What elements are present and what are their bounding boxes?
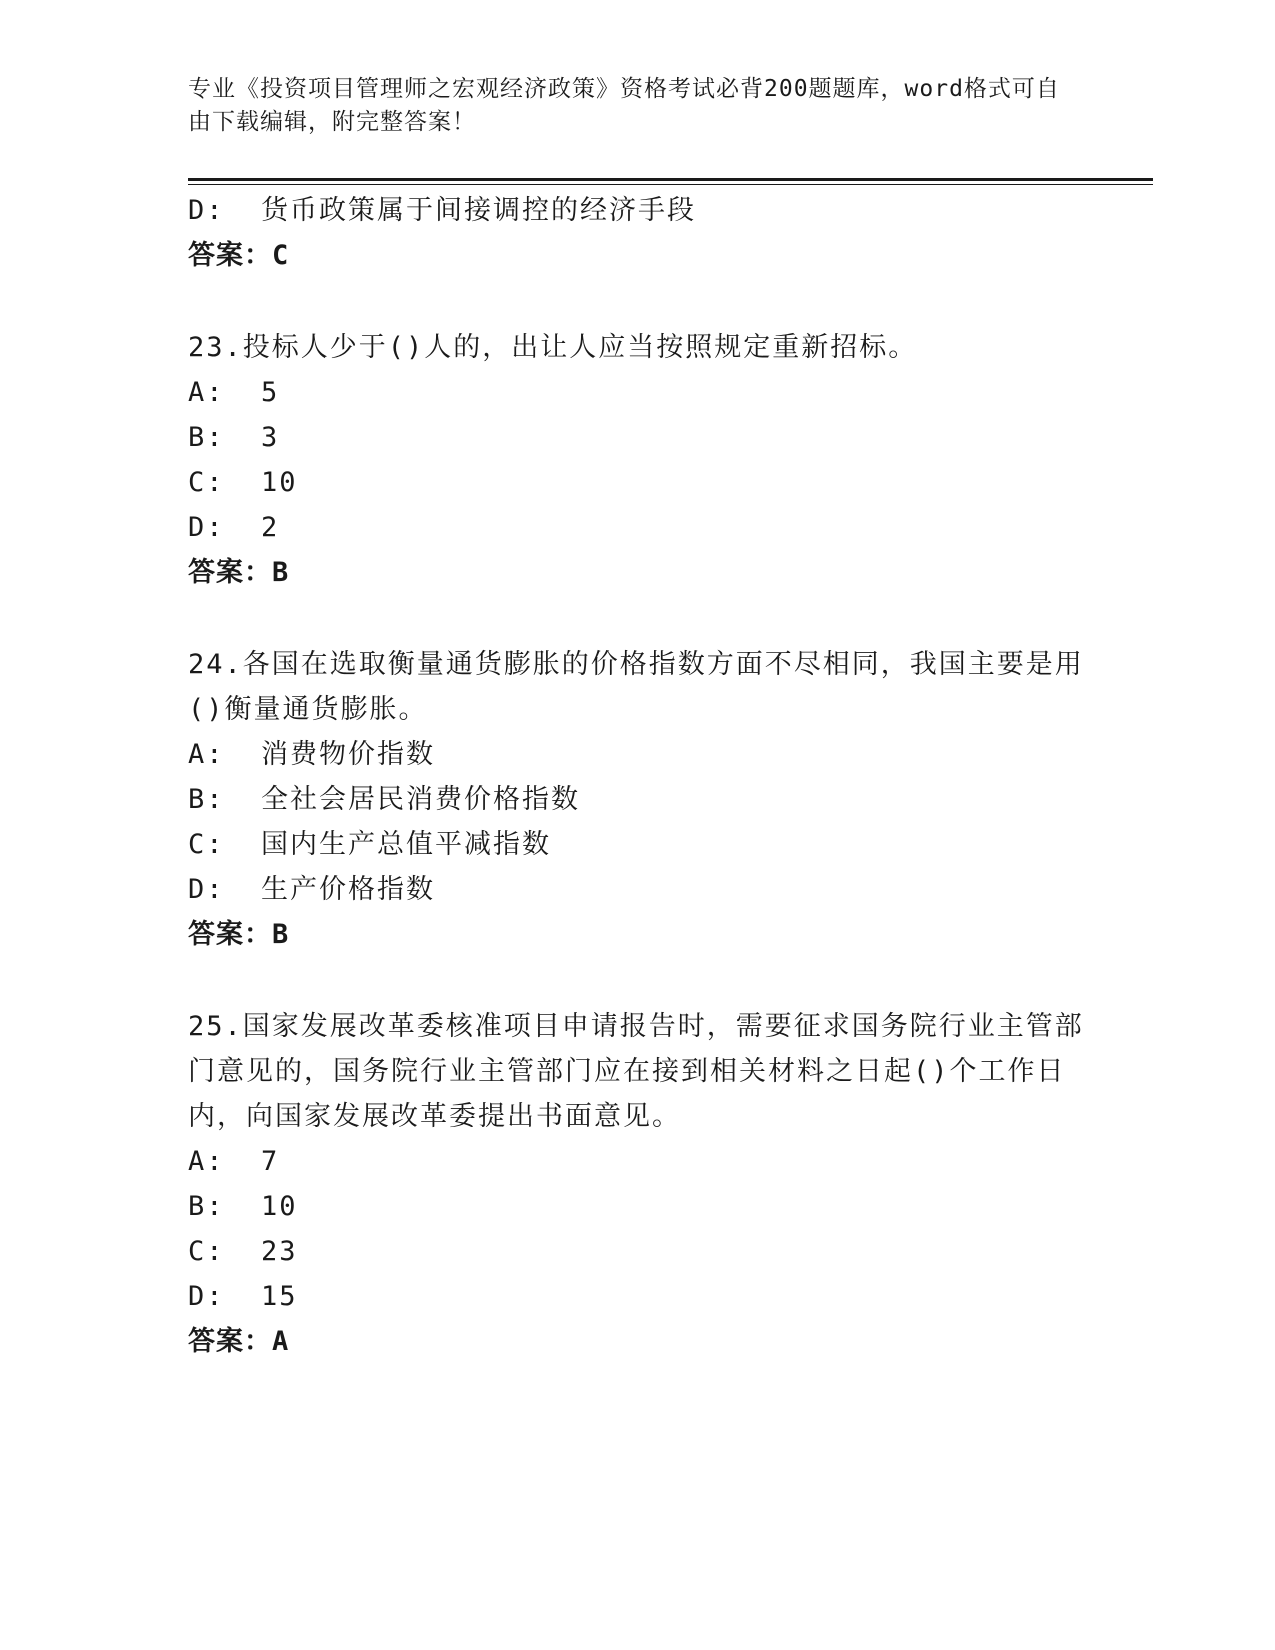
prev-option-d: D: 货币政策属于间接调控的经济手段 bbox=[188, 195, 697, 226]
question-stem: 23.投标人少于()人的，出让人应当按照规定重新招标。 bbox=[188, 332, 918, 363]
question-stem: 25.国家发展改革委核准项目申请报告时，需要征求国务院行业主管部门意见的，国务院行业主管部门应在接到相关材料之日起()个工作日内，向国家发展改革委提出书面意见。 bbox=[188, 1011, 1084, 1132]
option-a: A: 7 bbox=[188, 1146, 280, 1177]
answer: 答案：B bbox=[188, 557, 290, 588]
option-a: A: 5 bbox=[188, 377, 280, 408]
option-d: D: 生产价格指数 bbox=[188, 874, 436, 905]
question-24 bbox=[188, 642, 1088, 957]
document-header: 专业《投资项目管理师之宏观经济政策》资格考试必背200题题库，word格式可自由下载编辑，附完整答案！ bbox=[188, 76, 1060, 135]
option-c: C: 23 bbox=[188, 1236, 298, 1267]
header-rule-thick bbox=[188, 178, 1153, 181]
option-c: C: 国内生产总值平减指数 bbox=[188, 829, 552, 860]
question-25 bbox=[188, 1004, 1088, 1364]
option-a: A: 消费物价指数 bbox=[188, 739, 436, 770]
answer: 答案：A bbox=[188, 1326, 290, 1357]
option-d: D: 15 bbox=[188, 1281, 298, 1312]
option-c: C: 10 bbox=[188, 467, 298, 498]
question-23 bbox=[188, 325, 1088, 595]
prev-answer: 答案：C bbox=[188, 240, 290, 271]
option-b: B: 全社会居民消费价格指数 bbox=[188, 784, 581, 815]
answer: 答案：B bbox=[188, 919, 290, 950]
header-rule-thin bbox=[188, 184, 1153, 185]
question-content bbox=[188, 188, 1088, 1364]
question-stem: 24.各国在选取衡量通货膨胀的价格指数方面不尽相同，我国主要是用()衡量通货膨胀。 bbox=[188, 649, 1084, 725]
option-d: D: 2 bbox=[188, 512, 280, 543]
option-b: B: 10 bbox=[188, 1191, 298, 1222]
option-b: B: 3 bbox=[188, 422, 280, 453]
